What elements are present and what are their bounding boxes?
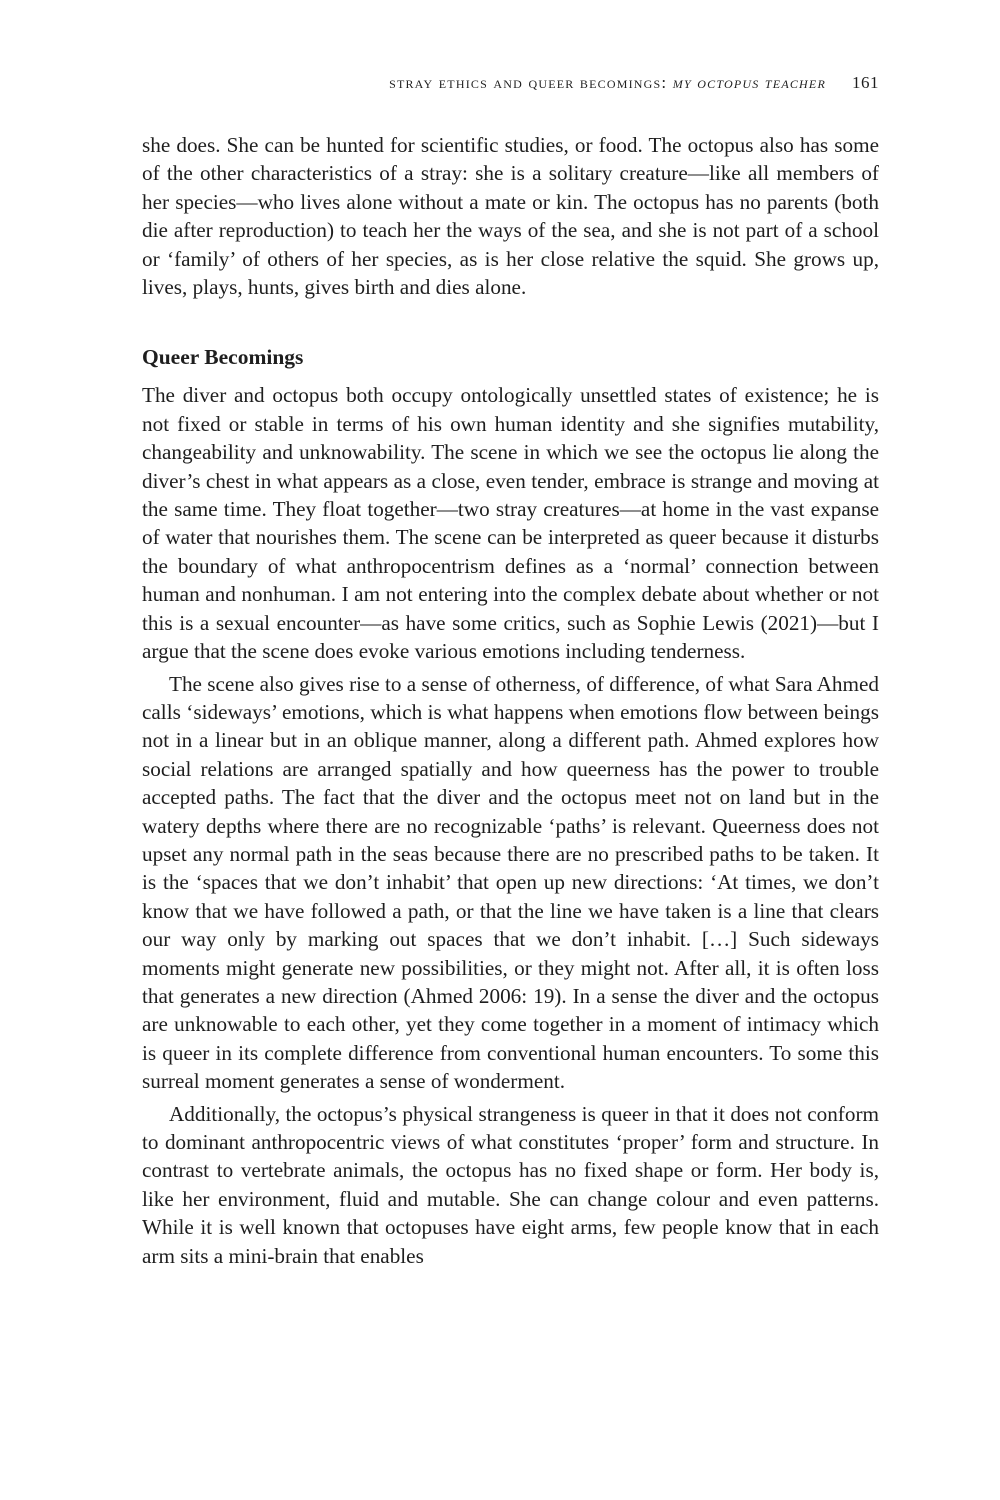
body-text <box>142 131 879 1270</box>
page-number: 161 <box>852 73 879 92</box>
paragraph-first: The diver and octopus both occupy ontologically unsettled states of existence; he is not fixed or stable in terms of his own human identity and she signifies mutability, changeability and unknowability. The scene in which we see the octopus lie along the diver’s chest in what appears as a close, even tender, embrace is strange and moving at the same time. They float together—two stray creatures—at home in the vast expanse of water that nourishes them. The scene can be interpreted as queer because it disturbs the boundary of what anthropocentrism defines as a ‘normal’ connection between human and nonhuman. I am not entering into the complex debate about whether or not this is a sexual encounter—as have some critics, such as Sophie Lewis (2021)—but I argue that the scene does evoke various emotions including tenderness. <box>142 383 879 664</box>
running-head-title-italic: my octopus teacher <box>672 73 826 92</box>
running-head-title-prefix: stray ethics and queer becomings: <box>389 73 673 92</box>
running-head-title <box>389 73 826 92</box>
running-head <box>142 73 879 97</box>
paragraph: The scene also gives rise to a sense of otherness, of difference, of what Sara Ahmed calls ‘sideways’ emotions, which is what happens when emotions flow between beings not in a linear but in an oblique manner, along a different path. Ahmed explores how social relations are arranged spatially and how queerness has the power to trouble accepted paths. The fact that the diver and the octopus meet not on land but in the watery depths where there are no recognizable ‘paths’ is relevant. Queerness does not upset any normal path in the seas because there are no prescribed paths to be taken. It is the ‘spaces that we don’t inhabit’ that open up new directions: ‘At times, we don’t know that we have followed a path, or that the line we have taken is a line that clears our way only by marking out spaces that we don’t inhabit. […] Such sideways moments might generate new possibilities, or they might not. After all, it is often loss that generates a new direction (Ahmed 2006: 19). In a sense the diver and the octopus are unknowable to each other, yet they come together in a moment of intimacy which is queer in its complete difference from conventional human encounters. To some this surreal moment generates a sense of wonderment. <box>142 671 879 1094</box>
paragraph-continued: she does. She can be hunted for scientific studies, or food. The octopus also has some of the other characteristics of a stray: she is a solitary creature—like all members of her species—who lives alone without a mate or kin. The octopus has no parents (both die after reproduction) to teach her the ways of the sea, and she is not part of a school or ‘family’ of others of her species, as is her close relative the squid. She grows up, lives, plays, hunts, gives birth and dies alone. <box>142 133 879 300</box>
section-heading: Queer Becomings <box>142 345 304 370</box>
paragraph: Additionally, the octopus’s physical strangeness is queer in that it does not conform to dominant anthropocentric views of what constitutes ‘proper’ form and structure. In contrast to vertebrate animals, the octopus has no fixed shape or form. Her body is, like her environment, fluid and mutable. She can change colour and even patterns. While it is well known that octopuses have eight arms, few people know that in each arm sits a mini-brain that enables <box>142 1101 879 1268</box>
